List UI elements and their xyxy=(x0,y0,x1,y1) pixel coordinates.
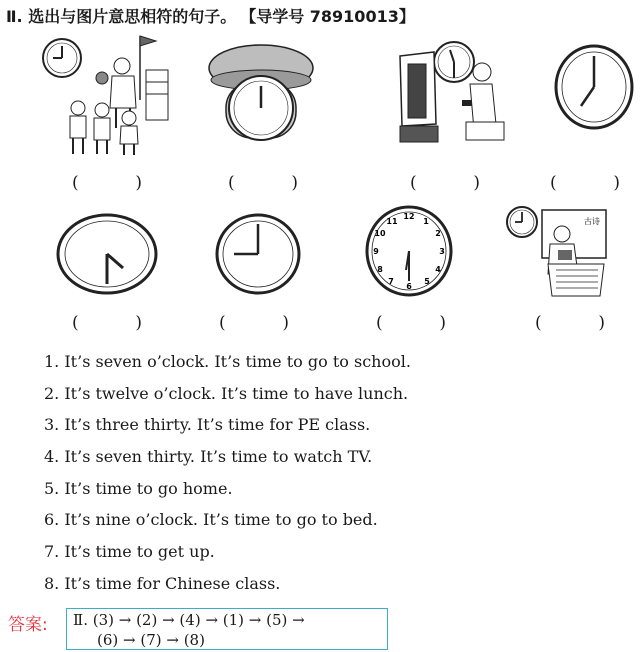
picture-chinese-class xyxy=(504,204,610,300)
paren-open: ( xyxy=(72,313,79,333)
sentence-item: 3. It’s three thirty. It’s time for PE class. xyxy=(44,415,371,435)
chinese-class-clock-icon xyxy=(504,204,610,300)
svg-text:3: 3 xyxy=(439,247,445,256)
paren-close: ) xyxy=(135,173,142,193)
three-thirty-clock-icon xyxy=(55,212,159,296)
paren-open: ( xyxy=(219,313,226,333)
tv-clock-icon xyxy=(396,34,516,146)
school-morning-clock-icon xyxy=(40,30,170,158)
paren-close: ) xyxy=(473,173,480,193)
answer-blank[interactable] xyxy=(72,313,142,333)
answer-line-2: (6) → (7) → (8) xyxy=(97,631,205,649)
paren-close: ) xyxy=(282,313,289,333)
svg-text:10: 10 xyxy=(374,229,386,238)
answer-blank[interactable] xyxy=(550,173,620,193)
picture-clock-three-thirty xyxy=(55,212,159,296)
svg-text:8: 8 xyxy=(377,265,383,274)
paren-open: ( xyxy=(72,173,79,193)
paren-open: ( xyxy=(228,173,235,193)
paren-close: ) xyxy=(291,173,298,193)
picture-tv xyxy=(396,34,516,146)
sentence-item: 2. It’s twelve o’clock. It’s time to have lunch. xyxy=(44,383,409,403)
six-thirty-clock-icon xyxy=(364,204,454,298)
answer-blank[interactable] xyxy=(228,173,298,193)
answer-blank[interactable] xyxy=(410,173,480,193)
svg-text:11: 11 xyxy=(386,217,398,226)
answer-line-1: Ⅱ. (3) → (2) → (4) → (1) → (5) → xyxy=(73,611,305,629)
paren-open: ( xyxy=(550,173,557,193)
answer-box xyxy=(66,608,388,650)
sentence-item: 1. It’s seven o’clock. It’s time to go to school. xyxy=(44,352,411,371)
picture-lunch-clock xyxy=(206,42,316,146)
svg-text:2: 2 xyxy=(435,229,441,238)
svg-text:4: 4 xyxy=(435,265,441,274)
picture-clock-numbered xyxy=(364,204,454,298)
title-text: Ⅱ. 选出与图片意思相符的句子。 xyxy=(6,7,237,26)
board-text: 古诗 xyxy=(584,217,600,226)
answer-label: 答案: xyxy=(8,615,48,635)
svg-text:9: 9 xyxy=(373,247,379,256)
svg-text:6: 6 xyxy=(406,282,412,291)
svg-text:1: 1 xyxy=(423,217,429,226)
reference-number: 【导学号 78910013】 xyxy=(248,7,415,26)
picture-clock-seven xyxy=(553,44,635,130)
answer-blank[interactable] xyxy=(219,313,289,333)
paren-close: ) xyxy=(613,173,620,193)
picture-school-morning xyxy=(40,30,170,158)
sentence-list xyxy=(44,350,411,604)
answer-blank[interactable] xyxy=(72,173,142,193)
sentence-item: 6. It’s nine o’clock. It’s time to go to bed. xyxy=(44,510,378,530)
svg-text:5: 5 xyxy=(424,277,430,286)
sentence-item: 8. It’s time for Chinese class. xyxy=(44,573,281,593)
exercise-title xyxy=(6,4,415,27)
sentence-item: 4. It’s seven thirty. It’s time to watch TV. xyxy=(44,447,373,467)
answer-blank[interactable] xyxy=(376,313,446,333)
three-oclock-clock-icon xyxy=(214,212,302,296)
paren-close: ) xyxy=(439,313,446,333)
seven-oclock-clock-icon xyxy=(553,44,635,130)
svg-text:12: 12 xyxy=(403,212,415,221)
lunch-clock-icon xyxy=(206,42,316,146)
sentence-item: 5. It’s time to go home. xyxy=(44,478,233,498)
paren-open: ( xyxy=(535,313,542,333)
paren-open: ( xyxy=(410,173,417,193)
paren-close: ) xyxy=(135,313,142,333)
sentence-item: 7. It’s time to get up. xyxy=(44,542,215,562)
svg-text:7: 7 xyxy=(388,277,394,286)
paren-close: ) xyxy=(598,313,605,333)
paren-open: ( xyxy=(376,313,383,333)
picture-clock-three xyxy=(214,212,302,296)
answer-blank[interactable] xyxy=(535,313,605,333)
